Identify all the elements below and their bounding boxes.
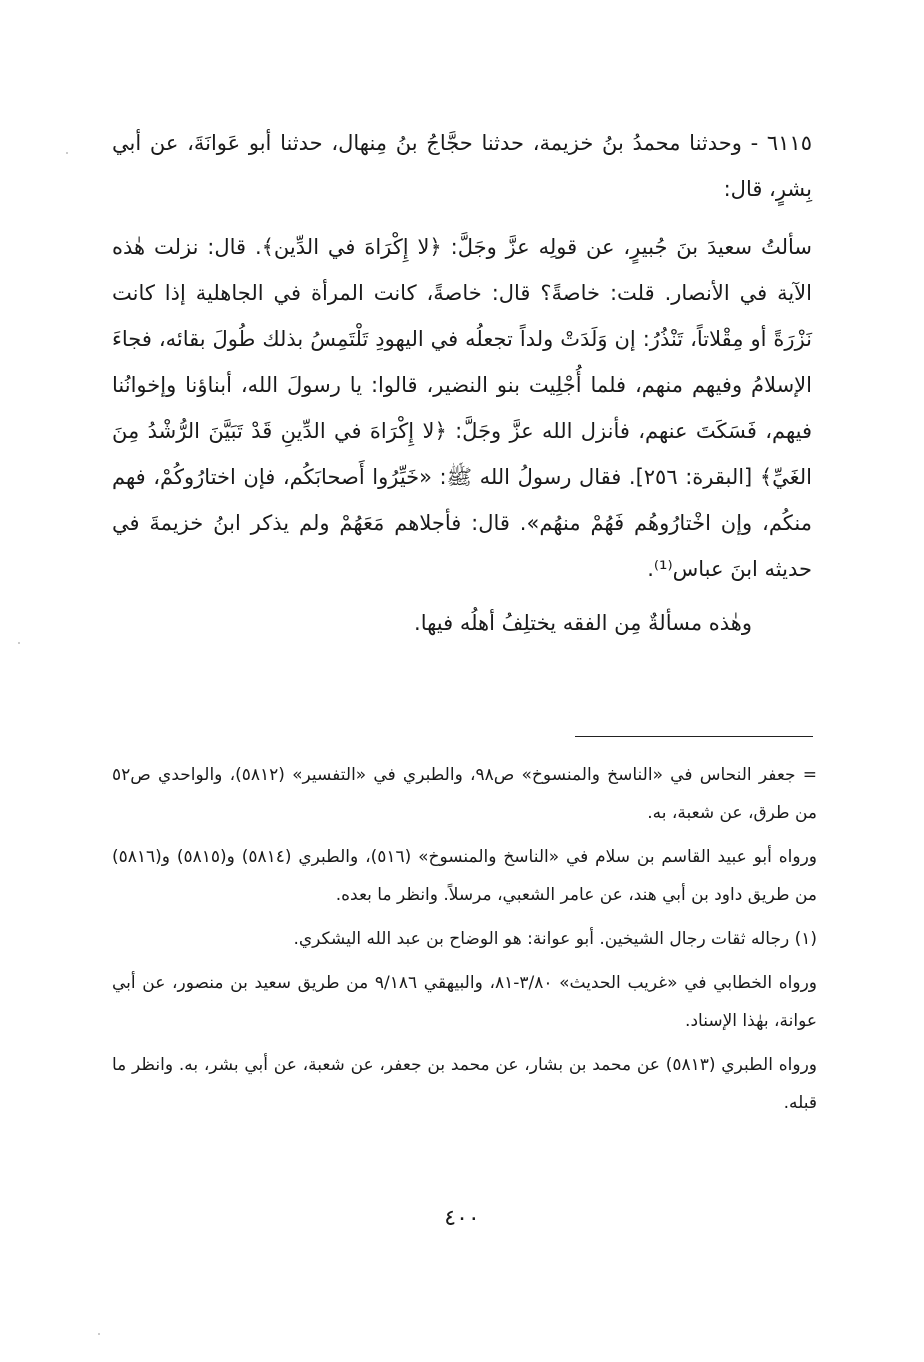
footnote-continued-2: ورواه أبو عبيد القاسم بن سلام في «الناسخ والمنسوخ» (٥١٦)، والطبري (٥٨١٤) و(٥٨١٥) و(٥٨١٦) من طريق داود بن أبي هند، عن عامر الشعبي، مرسلاً. وانظر ما بعده. [112, 847, 817, 905]
scan-speck [98, 1333, 100, 1335]
page-number: ٤٠٠ [444, 1206, 480, 1231]
closing-remark: وهٰذه مسألةٌ مِن الفقه يختلِفُ أهلُه فيها. [414, 611, 752, 635]
footnotes [112, 756, 817, 1128]
footnote-separator [575, 736, 813, 737]
footnote-1-b: ورواه الخطابي في «غريب الحديث» ٣/٨٠-٨١، والبيهقي ٩/١٨٦ من طريق سعيد بن منصور، عن أبي عوانة، بهٰذا الإسناد. [112, 973, 817, 1031]
scan-speck [66, 152, 68, 154]
main-text [112, 120, 812, 646]
hadith-isnad: ٦١١٥ - وحدثنا محمدُ بنُ خزيمة، حدثنا حجَّاجُ بنُ مِنهال، حدثنا أبو عَوانَةَ، عن أبي بِشرٍ، قال: [112, 131, 812, 201]
footnote-continued: = جعفر النحاس في «الناسخ والمنسوخ» ص٩٨، والطبري في «التفسير» (٥٨١٢)، والواحدي ص٥٢ من طرق، عن شعبة، به. [112, 765, 817, 823]
hadith-matn: سألتُ سعيدَ بنَ جُبيرٍ، عن قولِه عزَّ وجَلَّ: ﴿لا إِكْرَاهَ في الدِّين﴾. قال: نزلت هٰذه الآية في الأنصار. قلت: خاصةً؟ قال: خاصةً، كانت المرأة في الجاهلية إذا كانت نَزْرَةً أو مِقْلاتاً، تَنْذُرُ: إن وَلَدَتْ ولداً تجعلُه في اليهودِ تَلْتَمِسُ بذلك طُولَ بقائه، فجاءَ الإسلامُ وفيهم منهم، فلما أُجْلِيت بنو النضير، قالوا: يا رسولَ الله، أبناؤنا وإخوانُنا فيهم، فَسَكَتَ عنهم، فأنزل الله عزَّ وجَلَّ: ﴿لا إِكْرَاهَ في الدِّينِ قَدْ تَبَيَّنَ الرُّشْدُ مِنَ الغَيِّ﴾ [البقرة: ٢٥٦]. فقال رسولُ الله ﷺ: «خَيِّرُوا أَصحابَكُم، فإن اختارُوكُمْ، فهم منكُم، وإن اخْتارُوهُم فَهُمْ منهُم». قال: فأجلاهم مَعَهُمْ ولم يذكر ابنُ خزيمةَ في حديثه ابنَ عباس⁽¹⁾. [112, 235, 812, 581]
scan-speck [18, 642, 20, 644]
footnote-1: (١) رجاله ثقات رجال الشيخين. أبو عوانة: هو الوضاح بن عبد الله اليشكري. [293, 929, 817, 949]
footnote-1-c: ورواه الطبري (٥٨١٣) عن محمد بن بشار، عن محمد بن جعفر، عن شعبة، عن أبي بشر، به. وانظر ما قبله. [112, 1055, 817, 1113]
